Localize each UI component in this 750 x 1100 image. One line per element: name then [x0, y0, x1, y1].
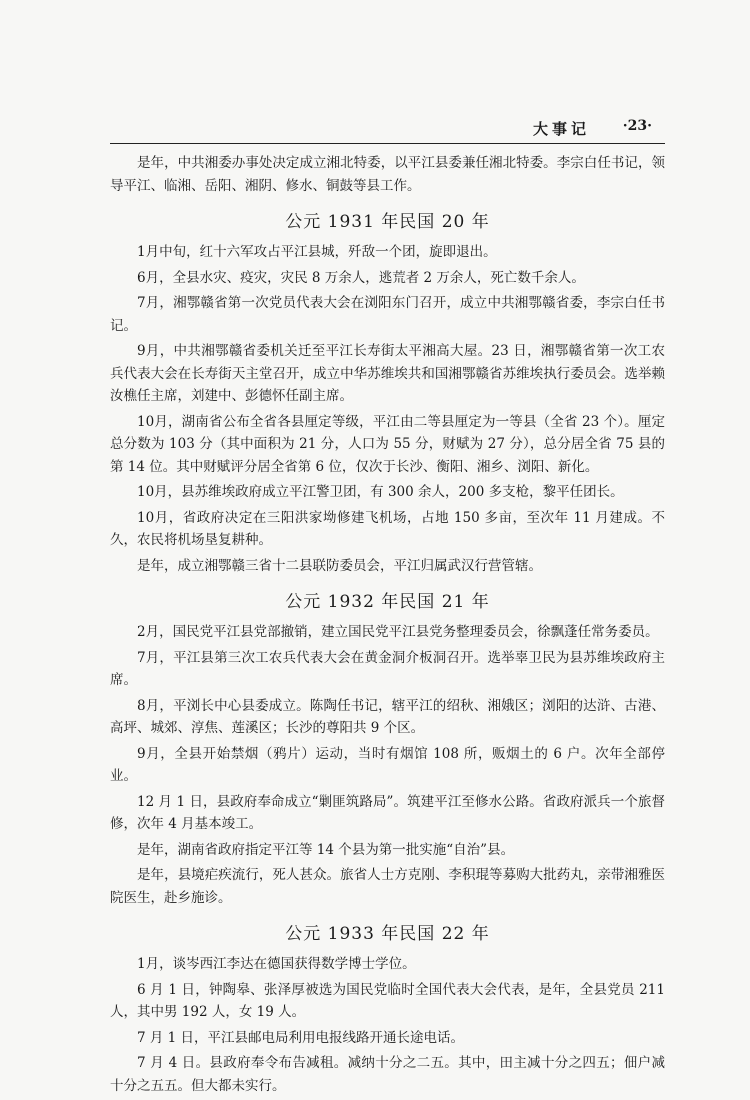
paragraph: 6 月 1 日，钟陶皋、张泽厚被选为国民党临时全国代表大会代表，是年，全县党员 211 人，其中男 192 人，女 19 人。: [110, 981, 665, 1020]
section-heading: 公元 1932 年民国 21 年: [285, 592, 490, 612]
paragraph: 7月，湘鄂赣省第一次党员代表大会在浏阳东门召开，成立中共湘鄂赣省委，李宗白任书记。: [110, 295, 665, 334]
paragraph: 10月，省政府决定在三阳洪家坳修建飞机场，占地 150 多亩，至次年 11 月建成。不久，农民将机场垦复耕种。: [110, 509, 665, 548]
paragraph: 7 月 1 日，平江县邮电局利用电报线路开通长途电话。: [137, 1029, 465, 1046]
paragraph: 10月，湖南省公布全省各县厘定等级，平江由二等县厘定为一等县（全省 23 个）。厘定总分数为 103 分（其中面积为 21 分，人口为 55 分，财赋为 27 分），总分居全省 75 县的第 14 位。其中财赋评分居全省第 6 位，仅次于长沙、衡阳、湘乡、浏阳、新化。: [110, 413, 665, 475]
section-heading: 公元 1933 年民国 22 年: [285, 924, 490, 944]
intro-paragraph: 是年，中共湘委办事处决定成立湘北特委，以平江县委兼任湘北特委。李宗白任书记，领导平江、临湘、岳阳、湘阴、修水、铜鼓等县工作。: [110, 155, 665, 194]
paragraph: 12 月 1 日，县政府奉命成立“剿匪筑路局”。筑建平江至修水公路。省政府派兵一个旅督修，次年 4 月基本竣工。: [110, 793, 665, 832]
paragraph: 6月，全县水灾、疫灾，灾民 8 万余人，逃荒者 2 万余人，死亡数千余人。: [137, 269, 585, 286]
paragraph: 1月中旬，红十六军攻占平江县城，歼敌一个团，旋即退出。: [137, 244, 497, 260]
paragraph: 7月，平江县第三次工农兵代表大会在黄金洞介板洞召开。选举辜卫民为县苏维埃政府主席。: [110, 649, 665, 688]
section-1933: [110, 919, 665, 1097]
paragraph: 1月，谈岑西江李达在德国获得数学博士学位。: [137, 956, 416, 972]
page-body: [110, 152, 665, 1100]
section-1932: [110, 587, 665, 909]
paragraph: 是年，成立湘鄂赣三省十二县联防委员会，平江归属武汉行营管辖。: [137, 557, 542, 574]
paragraph: 10月，县苏维埃政府成立平江警卫团，有 300 余人，200 多支枪，黎平任团长。: [137, 484, 624, 500]
paragraph: 9月，中共湘鄂赣省委机关迁至平江长寿街太平湘高大屋。23 日，湘鄂赣省第一次工农兵代表大会在长寿街天主堂召开，成立中华苏维埃共和国湘鄂赣省苏维埃执行委员会。选举赖汝樵任主席，刘建中、彭德怀任副主席。: [110, 343, 665, 404]
page-number: ·23·: [622, 118, 652, 134]
section-1931: [110, 207, 665, 577]
paragraph: 8月，平浏长中心县委成立。陈陶任书记，辖平江的绍秋、湘娥区；浏阳的达浒、古港、高坪、城郊、淳焦、莲溪区；长沙的尊阳共 9 个区。: [110, 697, 665, 736]
paragraph: 7 月 4 日。县政府奉令布告减租。减纳十分之二五。其中，田主减十分之四五；佃户减十分之五五。但大都未实行。: [110, 1055, 665, 1094]
paragraph: 是年，县境疟疾流行，死人甚众。旅省人士方克刚、李积琨等募购大批药丸，亲带湘雅医院医生，赴乡施诊。: [110, 867, 665, 906]
section-heading: 公元 1931 年民国 20 年: [285, 212, 490, 232]
paragraph: 是年，湖南省政府指定平江等 14 个县为第一批实施“自治”县。: [137, 841, 515, 858]
paragraph: 9月，全县开始禁烟（鸦片）运动，当时有烟馆 108 所，贩烟土的 6 户。次年全部停业。: [110, 745, 665, 784]
header-title: 大事记: [532, 120, 590, 138]
header-rule: [110, 143, 665, 144]
running-header: [110, 118, 670, 138]
paragraph: 2月，国民党平江县党部撤销，建立国民党平江县党务整理委员会，徐飘蓬任常务委员。: [137, 624, 659, 640]
